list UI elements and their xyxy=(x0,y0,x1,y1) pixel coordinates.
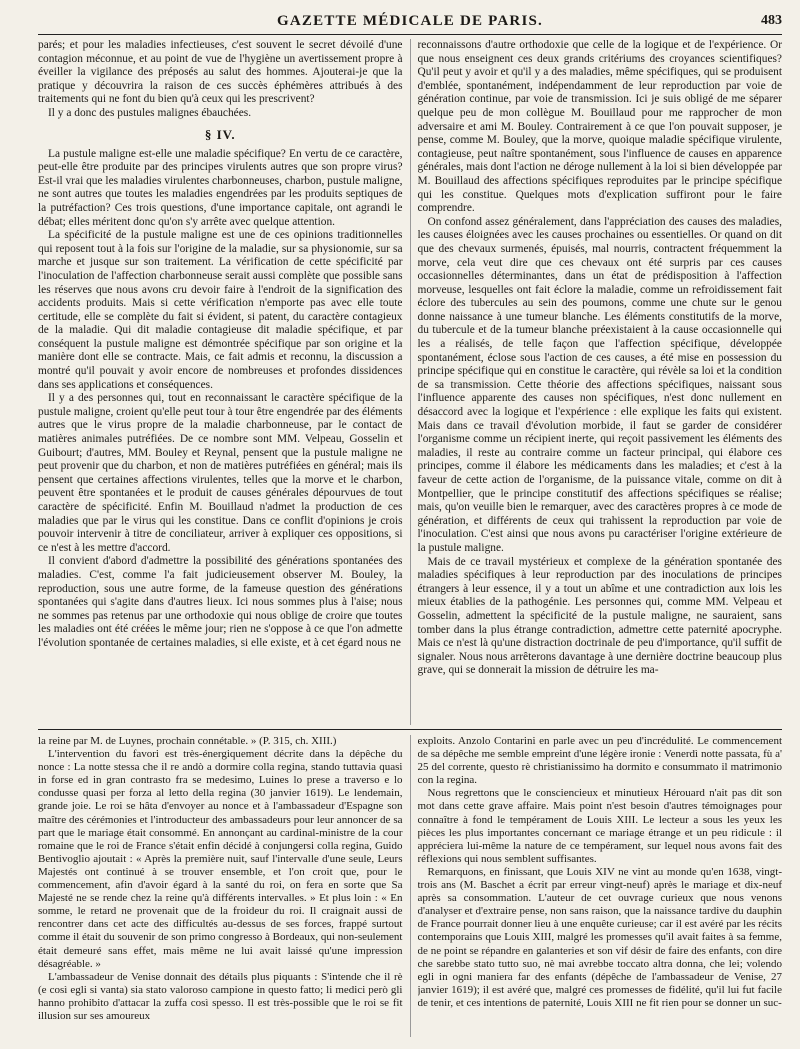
article-columns xyxy=(38,39,782,725)
paragraph: la reine par M. de Luynes, prochain connétable. » (P. 315, ch. XIII.) xyxy=(38,735,337,747)
paragraph: Remarquons, en finissant, que Louis XIV ne vint au monde qu'en 1638, vingt-trois ans (M. Baschet a écrit par erreur vingt-neuf) après le mariage et dix-neuf après sa consommation. L'auteur de cet ouvrage curieux que nous venons d'analyser et d'extraire pense, non sans raison, que la naissance tardive du dauphin de France pourrait donner lieu à une enquête curieuse; car il est avéré par les récits contemporains que Louis XIII, malgré les promesses qu'il avait faites à sa femme, de ne point se répandre en galanteries et son vif désir de faire des enfants, con dire che sarebbe stato tutto suo, nè mai avrebbe toccato altra donna, che lei; volendo egli in ogni maniera far des enfants (dépêche de l'ambassadeur de Venise, 27 janvier 1619); il est avéré que, malgré ces promesses de fidélité, qu'il lui fut facile de tenir, et ces intentions de paternité, Louis XIII ne fit rien pour se donner un suc- xyxy=(417,865,782,1009)
column-divider xyxy=(410,39,411,725)
paragraph: L'intervention du favori est très-énergiquement décrite dans la dépêche du nonce : La notte stessa che il re andò a dormire colla regina, stando tuttavia quasi in forse ed in gran contrasto fra se medesimo, Luines lo prese a traverso e lo condusse quasi per forza al letto della regina (30 janvier 1619). Le lendemain, grande joie. Le roi se hâta d'envoyer au nonce et à l'ambassadeur d'Espagne son maître des cérémonies et l'introducteur des ambassadeurs pour leur annoncer de sa part que le mariage était consommé. En annonçant au cardinal-ministre de la cour romaine que le roi de France s'était enfin décidé à conjungersi colla regina, Guido Bentivoglio ajoutait : « Après la première nuit, sauf l'intervalle d'une seule, Leurs Majestés ont continué à se trouver ensemble, et l'on croit que, pour le commencement, afin d'avoir égard à la santé du roi, on fera en sorte que Sa Majesté ne se rende chez la reine qu'à différents intervalles. » Et plus loin : « En somme, le retard ne provenait que de la froideur du roi. Il craignait aussi de rencontrer dans cet acte des difficultés au-dessus de ses forces, frappé surtout comme il était du souvenir de son primo congresso à Bordeaux, qui non-seulement était demeuré sans effet, mais même ne lui avait laissé qu'une impression désagréable. » xyxy=(38,748,403,970)
feuilleton-divider xyxy=(38,729,782,730)
paragraph: Mais de ce travail mystérieux et complexe de la génération spontanée des maladies spécifiques à leur reproduction par des inoculations de principes étrangers à leur essence, il y a tout un abîme et une contradiction aux lois les mieux établies de la pathogénie. Les personnes qui, comme MM. Velpeau et Gosselin, admettent la spécificité de la pustule maligne, ne sauraient, sans tomber dans la plus étrange contradiction, admettre cette paternité apocryphe. Mais ce n'est là qu'une distraction doctrinale de peu d'importance, qu'il suffit de signaler. Nous nous arrêterons davantage à une dernière doctrine beaucoup plus grave, qui se donnerait la mission de détruire les ma- xyxy=(417,555,782,677)
page-header xyxy=(38,10,782,35)
paragraph: La spécificité de la pustule maligne est une de ces opinions traditionnelles qui reposent tout à la fois sur l'origine de la maladie, sur sa physionomie, sur sa marche et jusque sur son traitement. La vérification de cette spécificité par l'inoculation de l'affection charbonneuse serait aussi complète que possible sans les réserves que nous avons cru devoir faire à l'endroit de la signification des accidents produits. Mais si cette vérification n'emporte pas avec elle toute certitude, elle se complète du fait si évident, si patent, du caractère contagieux de la maladie. Qui dit maladie contagieuse dit maladie spécifique, et par conséquent la pustule maligne est démontrée spécifique par son origine et la manière dont elle se contracte. Mais, ce fait admis et reconnu, la discussion a montré qu'il pouvait y avoir encore de nombreuses et profondes dissidences dans ses applications et conséquences. xyxy=(38,229,403,391)
paragraph: Il y a des personnes qui, tout en reconnaissant le caractère spécifique de la pustule maligne, croient qu'elle peut tour à tour être engendrée par des éléments autres que le virus propre de la maladie charbonneuse, par le contact de matières animales putréfiées. De ce nombre sont MM. Velpeau, Gosselin et Guibourt; d'autres, MM. Bouley et Reynal, pensent que la pustule maligne ne peut provenir que du charbon, et non de matières putréfiées en général; mais ils pensent que certaines affections virulentes, telles que la morve et le charbon, peuvent être spontanées et le produit de causes générales dépourvues de tout caractère de spécificité. Enfin M. Bouillaud n'admet la production de ces maladies que par le virus qui les constitue. Dans ce conflit d'opinions je crois pouvoir intervenir à titre de conciliateur, arriver à expliquer ces oppositions, si ce n'est à les mettre d'accord. xyxy=(38,392,403,554)
paragraph: L'ambassadeur de Venise donnait des détails plus piquants : S'intende che il rè (e così egli si vanta) sia stato valoroso campione in questo fatto; li medici però gli hanno prohibito d'attacar la zuffa così spesso. Il est très-possible que le roi se fit illusion sur ses amoureux xyxy=(38,970,403,1022)
article-column-right xyxy=(418,39,783,725)
paragraph: La pustule maligne est-elle une maladie spécifique? En vertu de ce caractère, peut-elle être produite par des principes virulents autres que son propre virus? Est-il vrai que les maladies virulentes charbonneuses, charbon, pustule maligne, ne sont autres que toutes les maladies engendrées par les produits septiques de la putréfaction? Ces trois questions, d'une importance capitale, ont agrandi le débat; elles méritent donc qu'on s'y arrête avec quelque attention. xyxy=(38,147,403,228)
article-column-left xyxy=(38,39,403,725)
paragraph: Il y a donc des pustules malignes ébauchées. xyxy=(48,106,252,119)
page-number: 483 xyxy=(761,13,782,28)
paragraph: parés; et pour les maladies infectieuses, c'est souvent le secret dévoilé d'une contagion méconnue, et au point de vue de l'hygiène un avertissement propre à éveiller la vigilance des préposés au salut des hommes. Ajouterai-je que la pratique y découvrira la raison de ces succès éphémères attribués à des traitements qui ne font du bien qu'à ceux qui les prescrivent? xyxy=(38,39,403,106)
feuilleton-column-left xyxy=(38,735,403,1037)
feuilleton-column-right xyxy=(418,735,783,1037)
paragraph: Nous regrettons que le consciencieux et minutieux Hérouard n'ait pas dit son mot dans cette grave affaire. Mais point n'est besoin d'autres témoignages pour connaître à fond le tempérament de Louis XIII. Le lecteur a sous les yeux les pièces les plus importantes concernant ce mariage étrange et un peu ridicule : il appréciera lui-même la nature de ce tempérament, sur lequel nous avons fait des réflexions qui nous semblent suffisantes. xyxy=(417,787,782,865)
paragraph: Il convient d'abord d'admettre la possibilité des générations spontanées des maladies. C'est, comme l'a fait judicieusement observer M. Bouley, la reproduction, sous une autre forme, de la fameuse question des générations spontanées qui s'agite dans d'autres lieux. Ici nous sommes plus à l'aise; nous ne sommes pas retenus par une orthodoxie qui nous oblige de croire que toutes les maladies ont été créées le même jour; rien ne s'oppose à ce que l'on admette l'évolution spontanée de certaines maladies, si elle existe, et à cet égard nous ne xyxy=(38,555,403,649)
feuilleton-columns xyxy=(38,735,782,1037)
paragraph: exploits. Anzolo Contarini en parle avec un peu d'incrédulité. Le commencement de sa dépêche me semble empreint d'une légère ironie : Venerdì notte passata, fù a' 25 del corrente, questo rè christianissimo ha dormito e consummato il matrimonio con la regina. xyxy=(417,735,782,787)
section-heading: § IV. xyxy=(204,126,236,142)
column-divider xyxy=(410,735,411,1037)
newspaper-page xyxy=(38,10,782,1042)
journal-title: GAZETTE MÉDICALE DE PARIS. xyxy=(277,13,543,29)
paragraph: reconnaissons d'autre orthodoxie que celle de la logique et de l'expérience. Or que nous enseignent ces deux grands critériums des croyances scientifiques? Qu'il peut y avoir et qu'il y a des maladies, même spécifiques, qui se produisent d'emblée, spontanément, indépendamment de leur reproduction par voie de génération continue, par voie de transmission. Ici je suis obligé de me séparer quelque peu de mon collègue M. Bouillaud pour me rapprocher de mon adversaire et ami M. Bouley. Contrairement à ce que l'on pouvait supposer, je pense, comme M. Bouley, que la morve, quoique maladie spécifique virulente, contagieuse, peut naître spontanément, sous l'influence de causes en apparence générales, mais dont l'action ne déroge nullement à la loi si bien développée par M. Bouillaud des affections spécifiques reproduites par le principe spécifique qui les constitue. Quelques mots d'explication suffiront pour le faire comprendre. xyxy=(417,39,782,215)
paragraph: On confond assez généralement, dans l'appréciation des causes des maladies, les causes éloignées avec les causes prochaines ou essentielles. Or quand on dit que des chevaux surmenés, épuisés, mal nourris, contractent fréquemment la morve, cela veut dire que ces chevaux ont été surpris par ces causes occasionnelles déterminantes, dans un état de prédisposition à l'affection morveuse, lesquelles ont fait éclore la maladie, comme un refroidissement fait éclore des tubercules au sein des poumons, comme une chute sur le genou donne naissance à une tumeur blanche. Les éléments constitutifs de la morve, du tubercule et de la tumeur blanche préexistaient à la cause occasionnelle qui les a réalisés, de telle façon que l'affection spécifique, développée spontanément, éclose sous l'action de ces causes, a été mise en possession du principe spécifique qui en constitue le caractère, qui révèle sa loi et la condition de sa transmission. Cette théorie des affections spécifiques, naissant sous l'influence apparente des causes non spécifiques, n'est donc nullement en désaccord avec la logique et l'expérience : elle explique les faits qui existent. Mais dans ce travail d'évolution morbide, il faut se garder de considérer l'organisme comme un récipient inerte, qui reçoit passivement les éléments des maladies, il reste au contraire comme un facteur principal, qui élabore ces principes, comme il élabore les médicaments dans les maladies; et c'est à la faveur de cette action de l'organisme, de la puissance vitale, comme on dit à Montpellier, que le principe constitutif des affections spécifiques se réalise; mais, qu'on veuille bien le remarquer, avec des caractères propres à ce mode de génération, et différents de ceux qui trahissent la reproduction par voie de l'inoculation. C'est ainsi que nous avons pu caractériser l'origine extérieure de la pustule maligne. xyxy=(417,215,782,554)
